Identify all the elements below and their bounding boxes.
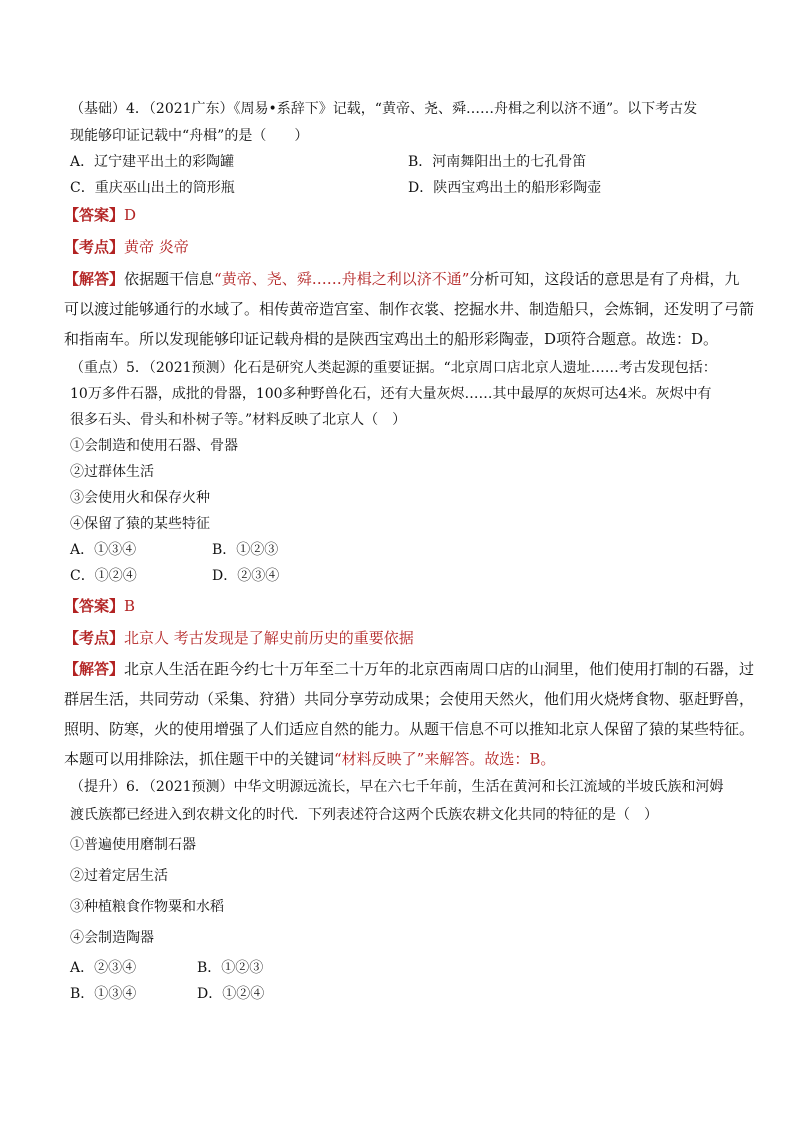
q5-item-1: ①会制造和使用石器、骨器	[70, 438, 238, 454]
q4-analysis-label: 【解答】	[64, 270, 125, 288]
q6-item-1: ①普遍使用磨制石器	[70, 837, 196, 853]
q6-option-d: D．①②④	[197, 986, 265, 1002]
q5-analysis-line-4-quote: “材料反映了”来解答。故选：B。	[334, 750, 556, 768]
q5-point	[64, 629, 724, 647]
q5-option-d: D．②③④	[212, 568, 280, 584]
q5-stem-line-2: 10万多件石器，成批的骨器，100多种野兽化石，还有大量灰烬……其中最厚的灰烬可达4米。灰烬中有	[70, 386, 712, 402]
q4-answer-label: 【答案】	[64, 206, 125, 224]
q5-item-4: ④保留了猿的某些特征	[70, 516, 210, 532]
q4-option-d: D．陕西宝鸡出土的船形彩陶壶	[408, 180, 602, 196]
q6-stem-line-1: （提升）6．（2021预测）中华文明源远流长，早在六七千年前，生活在黄河和长江流域的半坡氏族和河姆	[70, 779, 724, 795]
q5-option-c: C．①②④	[70, 568, 137, 584]
q4-analysis-post: 分析可知，这段话的意思是有了舟楫，九	[469, 270, 740, 288]
q5-analysis-text-1: 北京人生活在距今约七十万年至二十万年的北京西南周口店的山洞里，他们使用打制的石器，过	[124, 660, 755, 678]
q4-analysis-line-3: 和指南车。所以发现能够印证记载舟楫的是陕西宝鸡出土的船形彩陶壶，D项符合题意。故选：D。	[64, 330, 719, 348]
q6-option-c: B．①③④	[70, 986, 137, 1002]
q6-option-b: B．①②③	[197, 960, 264, 976]
q4-option-a: A．辽宁建平出土的彩陶罐	[70, 154, 235, 170]
q4-point	[64, 238, 724, 256]
q6-option-a: A．②③④	[70, 960, 137, 976]
q5-stem-line-3: 很多石头、骨头和朴树子等。”材料反映了北京人（ ）	[70, 412, 407, 428]
q5-analysis-label: 【解答】	[64, 660, 125, 678]
q5-answer-label: 【答案】	[64, 597, 125, 615]
q6-stem-line-2: 渡氏族都已经进入到农耕文化的时代．下列表述符合这两个氏族农耕文化共同的特征的是（ ）	[70, 807, 658, 823]
q4-stem-line-2: 现能够印证记载中“舟楫”的是（ ）	[70, 128, 309, 144]
q5-stem-line-1: （重点）5．（2021预测）化石是研究人类起源的重要证据。“北京周口店北京人遗址……考古发现包括：	[70, 360, 717, 376]
q5-option-b: B．①②③	[212, 542, 279, 558]
q6-item-4: ④会制造陶器	[70, 930, 154, 946]
q4-point-label: 【考点】	[64, 238, 125, 256]
q5-analysis-line-1	[64, 660, 755, 678]
q4-analysis-pre: 依据题干信息	[124, 270, 215, 288]
q4-point-value: 黄帝 炎帝	[124, 238, 189, 256]
q5-answer	[64, 597, 724, 615]
q5-analysis-line-4	[64, 750, 724, 768]
q4-stem-line-1: （基础）4．（2021广东）《周易•系辞下》记载，“黄帝、尧、舜……舟楫之利以济不通”。以下考古发	[70, 101, 698, 117]
q5-point-label: 【考点】	[64, 629, 125, 647]
q6-item-3: ③种植粮食作物粟和水稻	[70, 899, 224, 915]
q4-analysis-quote: “黄帝、尧、舜……舟楫之利以济不通”	[214, 270, 470, 288]
q4-answer-value: D	[124, 206, 137, 224]
q4-option-c: C．重庆巫山出土的筒形瓶	[70, 180, 235, 196]
q5-analysis-line-2: 群居生活，共同劳动（采集、狩猎）共同分享劳动成果；会使用天然火，他们用火烧烤食物、驱赶野兽，	[64, 690, 755, 708]
q5-option-a: A．①③④	[70, 542, 137, 558]
q5-point-value: 北京人 考古发现是了解史前历史的重要依据	[124, 629, 414, 647]
q5-analysis-line-4-pre: 本题可以用排除法，抓住题干中的关键词	[64, 750, 335, 768]
q6-item-2: ②过着定居生活	[70, 868, 168, 884]
q4-answer	[64, 206, 724, 224]
q5-item-2: ②过群体生活	[70, 464, 154, 480]
q5-item-3: ③会使用火和保存火种	[70, 490, 210, 506]
q5-answer-value: B	[124, 597, 136, 615]
q4-analysis-line-1	[64, 270, 740, 288]
q4-option-b: B．河南舞阳出土的七孔骨笛	[408, 154, 587, 170]
q4-analysis-line-2: 可以渡过能够通行的水域了。相传黄帝造宫室、制作衣裳、挖掘水井、制造船只，会炼铜，还发明了弓箭	[64, 300, 755, 318]
q5-analysis-line-3: 照明、防寒，火的使用增强了人们适应自然的能力。从题干信息不可以推知北京人保留了猿的某些特征。	[64, 720, 755, 738]
